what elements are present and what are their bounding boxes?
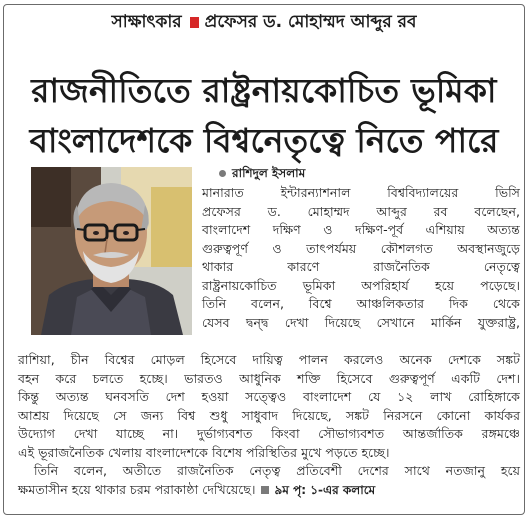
body-line: রাশিয়া, চীন বিশ্বের মোড়ল হিসেবে দায়িত্ব পালন করলেও অনেক দেশকে সঙ্কট <box>18 352 520 367</box>
body-line: কিন্তু অত্যন্ত ঘনবসতি দেশ হওয়া সত্ত্বেও বাংলাদেশ যে ১২ লাখ রোহিঙ্গাকে <box>18 389 520 404</box>
body-line: রাষ্ট্রনায়কোচিত ভূমিকা অপরিহার্য হয়ে পড়েছে। <box>202 277 520 293</box>
bullet-icon <box>219 170 226 177</box>
body-line-text: ক্ষমতাসীন হয়ে থাকার চরম পরাকাষ্ঠা দেখিয়েছে। <box>18 481 256 497</box>
continuation-note[interactable] <box>255 483 375 497</box>
body-line: মানারাত ইন্টারন্যাশনাল বিশ্ববিদ্যালয়ের ভিসি <box>202 185 520 200</box>
body-last-line <box>18 481 520 500</box>
body-line: বাংলাদেশ দক্ষিণ ও দক্ষিণ-পূর্ব এশিয়ায় অত্যন্ত <box>202 222 520 237</box>
body-line: থাকার কারণে রাজনৈতিক নেতৃত্বে <box>202 259 520 274</box>
gray-square-icon <box>261 486 269 494</box>
byline-author: রাশিদুল ইসলাম <box>232 166 306 180</box>
body-column <box>202 184 520 332</box>
body-line: প্রফেসর ড. মোহাম্মদ আব্দুর রব বলেছেন, <box>202 203 520 219</box>
kicker <box>4 9 524 37</box>
body-line: গুরুত্বপূর্ণ ও তাৎপর্যময় কৌশলগত অবস্থানজুড়ে <box>202 240 520 256</box>
byline <box>219 165 305 185</box>
kicker-subject: প্রফেসর ড. মোহাম্মদ আব্দুর রব <box>204 12 417 32</box>
headline-line-2: বাংলাদেশকে বিশ্বনেতৃত্বে নিতে পারে <box>29 121 499 160</box>
body-line: বহন করে চলতে হচ্ছে। ভারতও আধুনিক শক্তি হিসেবে গুরুত্বপূর্ণ একটি দেশ। <box>18 370 520 386</box>
continuation-text: ৯ম পৃ: ১-এর কলামে <box>274 482 376 497</box>
body-line: তিনি বলেন, বিশ্বে আঞ্চলিকতার দিক থেকে <box>202 296 520 311</box>
body-line: আশ্রয় দিয়েছে সে জন্য বিশ্ব শুধু সাধুবাদ দিয়েছে, সঙ্কট নিরসনে কোনো কার্যকর <box>18 407 520 423</box>
portrait-photo <box>31 167 192 335</box>
kicker-section: সাক্ষাৎকার <box>111 12 182 32</box>
portrait-illustration <box>31 167 192 335</box>
body-line: উদ্যোগ দেখা যাচ্ছে না। দুর্ভাগ্যবশত কিংবা সৌভাগ্যবশত আন্তর্জাতিক রঙ্গমঞ্চে <box>18 426 520 441</box>
body-line: তিনি বলেন, অতীতে রাজনৈতিক নেতৃত্ব প্রতিবেশী দেশের সাথে নতজানু হয়ে <box>34 463 520 478</box>
body-full-width <box>18 351 520 499</box>
red-square-icon <box>190 17 199 28</box>
news-clipping <box>3 4 525 515</box>
body-line: এই ভূরাজনৈতিক খেলায় বাংলাদেশকে বিশেষ পরিস্থিতির মুখে পড়তে হচ্ছে। <box>18 444 390 460</box>
body-line: যেসব দ্বন্দ্ব দেখা দিয়েছে সেখানে মার্কিন যুক্তরাষ্ট্র, <box>202 314 520 330</box>
headline-line-1: রাজনীতিতে রাষ্ট্রনায়কোচিত ভূমিকা <box>31 71 497 110</box>
